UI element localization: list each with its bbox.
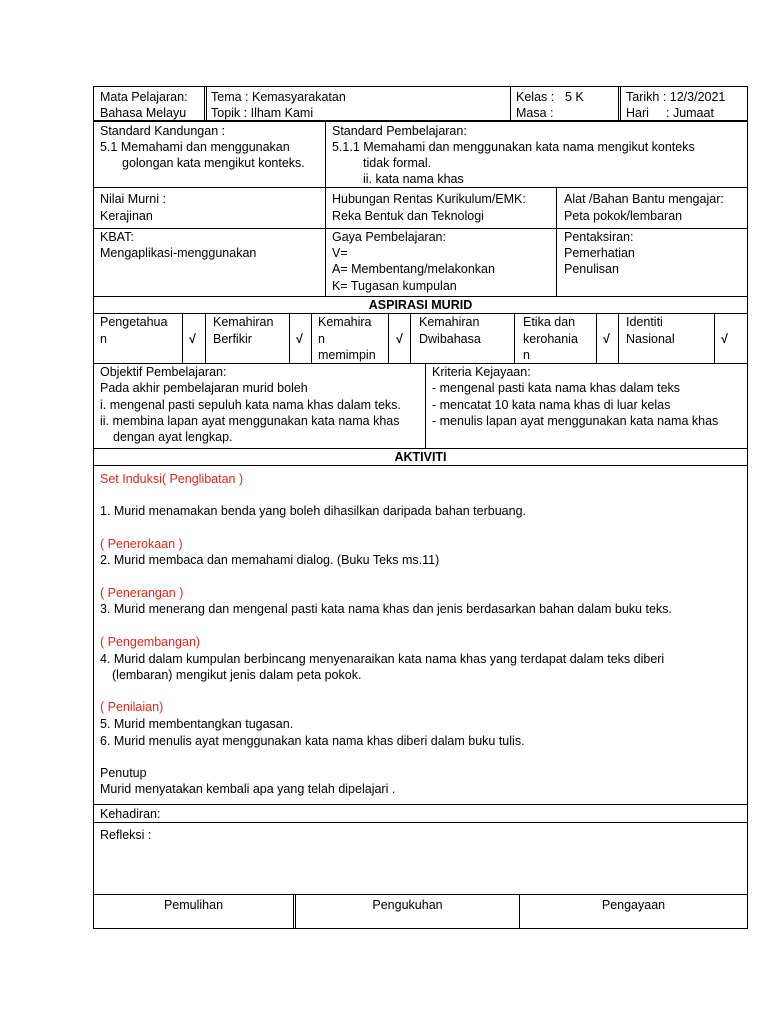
aspirasi-item-5-l1: Etika dan bbox=[523, 315, 576, 329]
objektif-line4: dengan ayat lengkap. bbox=[113, 430, 233, 444]
aspirasi-item-2-l2: Berfikir bbox=[213, 332, 252, 346]
standard-pembelajaran-label: Standard Pembelajaran: bbox=[332, 124, 467, 138]
penerokaan-heading: ( Penerokaan ) bbox=[100, 537, 183, 551]
rentas-value: Reka Bentuk dan Teknologi bbox=[332, 209, 484, 223]
rentas-label: Hubungan Rentas Kurikulum/EMK: bbox=[332, 192, 526, 206]
hari-label: Hari bbox=[626, 106, 649, 120]
penerangan-heading: ( Penerangan ) bbox=[100, 586, 184, 600]
aspirasi-item-3-l1: Kemahira bbox=[318, 315, 372, 329]
set-induksi-heading: Set Induksi( Penglibatan ) bbox=[100, 472, 244, 486]
subject-value: Bahasa Melayu bbox=[100, 106, 187, 120]
subject-label: Mata Pelajaran: bbox=[100, 90, 188, 104]
divider bbox=[205, 313, 206, 363]
standard-pembelajaran-line2: tidak formal. bbox=[363, 156, 432, 170]
gaya-v: V= bbox=[332, 246, 348, 260]
kbat-label: KBAT: bbox=[100, 230, 134, 244]
standard-kandungan-line2: golongan kata mengikut konteks. bbox=[122, 156, 305, 170]
gaya-label: Gaya Pembelajaran: bbox=[332, 230, 446, 244]
divider bbox=[425, 363, 426, 449]
kehadiran-label: Kehadiran: bbox=[100, 807, 161, 821]
divider bbox=[93, 804, 748, 805]
pentaksiran-label: Pentaksiran: bbox=[564, 230, 634, 244]
divider bbox=[93, 120, 748, 122]
alat-label: Alat /Bahan Bantu mengajar: bbox=[564, 192, 724, 206]
divider bbox=[93, 894, 748, 895]
pemulihan-label: Pemulihan bbox=[163, 898, 224, 912]
aspirasi-title: ASPIRASI MURID bbox=[368, 298, 473, 312]
tema-text: Tema : Kemasyarakatan bbox=[211, 90, 346, 104]
aktiviti-step-6: 6. Murid menulis ayat menggunakan kata nama khas diberi dalam buku tulis. bbox=[100, 734, 525, 748]
divider bbox=[325, 187, 326, 297]
gaya-k: K= Tugasan kumpulan bbox=[332, 279, 457, 293]
pengembangan-heading: ( Pengembangan) bbox=[100, 635, 201, 649]
kelas-value: 5 K bbox=[565, 90, 584, 104]
divider bbox=[618, 313, 619, 363]
table-border-top bbox=[93, 86, 748, 87]
masa-label: Masa : bbox=[516, 106, 554, 120]
kriteria-line1: - mengenal pasti kata nama khas dalam teks bbox=[432, 381, 681, 395]
aspirasi-item-2-l1: Kemahiran bbox=[213, 315, 274, 329]
tarikh-text: Tarikh : 12/3/2021 bbox=[626, 90, 726, 104]
aspirasi-item-6-l1: Identiti bbox=[626, 315, 663, 329]
aspirasi-tick-6: √ bbox=[721, 332, 728, 346]
pentaksiran-line2: Penulisan bbox=[564, 262, 619, 276]
nilai-murni-value: Kerajinan bbox=[100, 209, 153, 223]
aktiviti-step-2: 2. Murid membaca dan memahami dialog. (Buku Teks ms.11) bbox=[100, 553, 440, 567]
divider bbox=[325, 121, 326, 188]
aspirasi-item-4-l2: Dwibahasa bbox=[419, 332, 481, 346]
aspirasi-item-1-l2: n bbox=[100, 332, 107, 346]
aktiviti-title: AKTIVITI bbox=[394, 450, 447, 464]
aspirasi-item-5-l2: kerohania bbox=[523, 332, 578, 346]
aktiviti-step-4b: (lembaran) mengikut jenis dalam peta pokok. bbox=[112, 668, 362, 682]
aspirasi-tick-3: √ bbox=[396, 332, 403, 346]
divider bbox=[206, 86, 207, 121]
kriteria-line2: - mencatat 10 kata nama khas di luar kelas bbox=[432, 398, 671, 412]
standard-pembelajaran-line1: 5.1.1 Memahami dan menggunakan kata nama mengikut konteks bbox=[332, 140, 695, 154]
aspirasi-tick-2: √ bbox=[296, 332, 303, 346]
aktiviti-step-1: 1. Murid menamakan benda yang boleh dihasilkan daripada bahan terbuang. bbox=[100, 504, 526, 518]
kbat-value: Mengaplikasi-menggunakan bbox=[100, 246, 257, 260]
divider bbox=[714, 313, 715, 363]
aktiviti-step-4a: 4. Murid dalam kumpulan berbincang menyenaraikan kata nama khas yang terdapat dalam teks diberi bbox=[100, 652, 665, 666]
aspirasi-item-5-l3: n bbox=[523, 348, 530, 362]
objektif-label: Objektif Pembelajaran: bbox=[100, 365, 227, 379]
aspirasi-item-1-l1: Pengetahua bbox=[100, 315, 168, 329]
divider bbox=[93, 822, 748, 823]
divider bbox=[514, 313, 515, 363]
table-border-right bbox=[747, 86, 748, 929]
aspirasi-tick-1: √ bbox=[189, 332, 196, 346]
aktiviti-step-3: 3. Murid menerang dan mengenal pasti kata nama khas dan jenis berdasarkan bahan dalam buku teks. bbox=[100, 602, 672, 616]
table-border-left bbox=[93, 86, 94, 929]
standard-kandungan-line1: 5.1 Memahami dan menggunakan bbox=[100, 140, 290, 154]
penutup-heading: Penutup bbox=[100, 766, 147, 780]
penutup-text: Murid menyatakan kembali apa yang telah dipelajari . bbox=[100, 782, 396, 796]
divider bbox=[311, 313, 312, 363]
divider bbox=[93, 465, 748, 466]
aspirasi-item-3-l2: n bbox=[318, 332, 325, 346]
divider bbox=[510, 86, 511, 121]
aspirasi-tick-5: √ bbox=[603, 332, 610, 346]
aspirasi-item-4-l1: Kemahiran bbox=[419, 315, 480, 329]
topik-text: Topik : Ilham Kami bbox=[211, 106, 314, 120]
divider bbox=[556, 187, 557, 297]
divider bbox=[182, 313, 183, 363]
divider bbox=[618, 86, 619, 121]
pentaksiran-line1: Pemerhatian bbox=[564, 246, 635, 260]
divider bbox=[388, 313, 389, 363]
aspirasi-item-3-l3: memimpin bbox=[318, 348, 376, 362]
divider bbox=[93, 187, 748, 188]
refleksi-label: Refleksi : bbox=[100, 828, 152, 842]
aspirasi-item-6-l2: Nasional bbox=[626, 332, 675, 346]
objektif-line2: i. mengenal pasti sepuluh kata nama khas dalam teks. bbox=[100, 398, 401, 412]
aktiviti-step-5: 5. Murid membentangkan tugasan. bbox=[100, 717, 294, 731]
divider bbox=[289, 313, 290, 363]
objektif-line3: ii. membina lapan ayat menggunakan kata nama khas bbox=[100, 414, 400, 428]
hari-value: : Jumaat bbox=[666, 106, 714, 120]
divider bbox=[204, 86, 205, 121]
penilaian-heading: ( Penilaian) bbox=[100, 700, 164, 714]
kriteria-line3: - menulis lapan ayat menggunakan kata nama khas bbox=[432, 414, 719, 428]
standard-pembelajaran-line3: ii. kata nama khas bbox=[363, 172, 464, 186]
kriteria-label: Kriteria Kejayaan: bbox=[432, 365, 531, 379]
pengukuhan-label: Pengukuhan bbox=[372, 898, 443, 912]
pengayaan-label: Pengayaan bbox=[601, 898, 666, 912]
nilai-murni-label: Nilai Murni : bbox=[100, 192, 166, 206]
alat-value: Peta pokok/lembaran bbox=[564, 209, 683, 223]
standard-kandungan-label: Standard Kandungan : bbox=[100, 124, 226, 138]
gaya-a: A= Membentang/melakonkan bbox=[332, 262, 495, 276]
table-border-bottom bbox=[93, 928, 748, 929]
objektif-line1: Pada akhir pembelajaran murid boleh bbox=[100, 381, 308, 395]
divider bbox=[293, 894, 294, 929]
divider bbox=[620, 86, 621, 121]
divider bbox=[596, 313, 597, 363]
kelas-label: Kelas : bbox=[516, 90, 555, 104]
divider bbox=[410, 313, 411, 363]
